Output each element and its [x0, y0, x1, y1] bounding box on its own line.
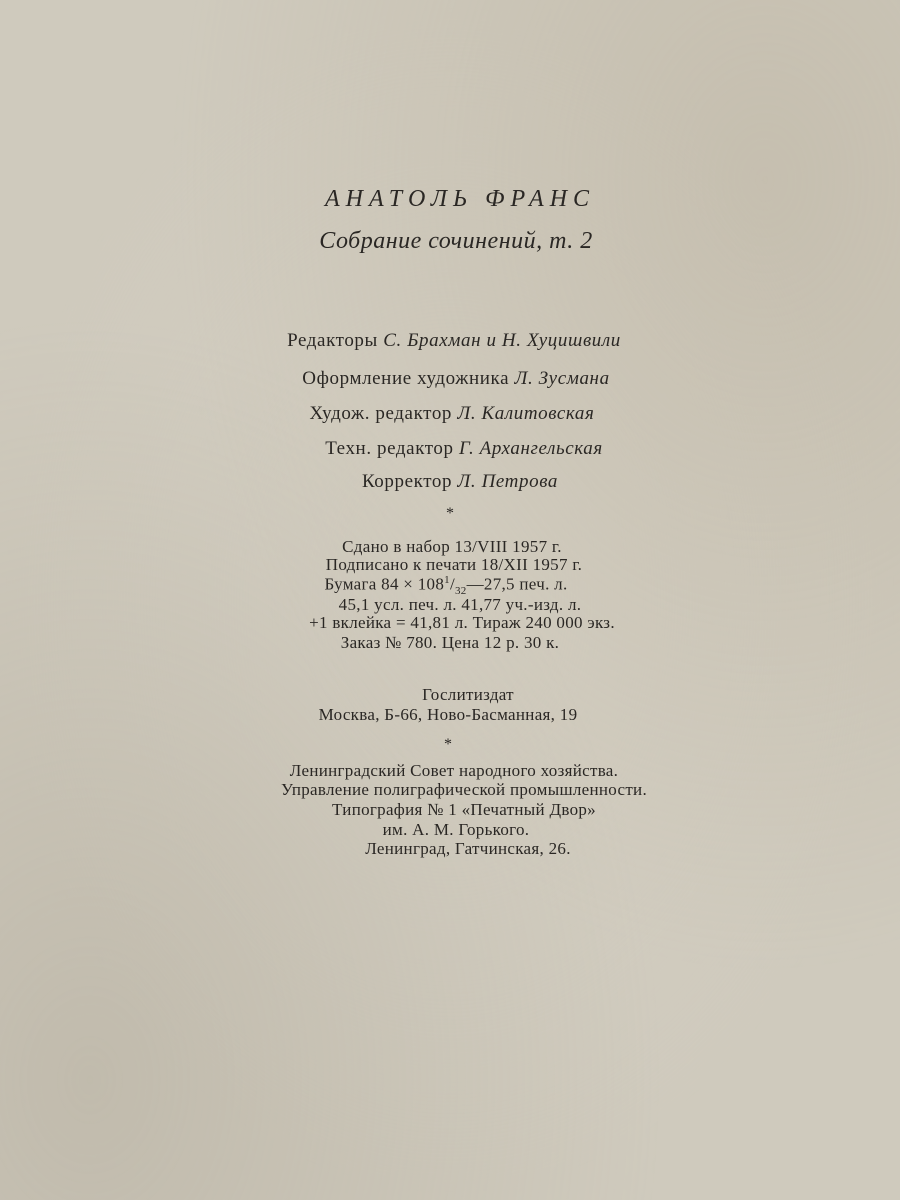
credit-role: Худож. редактор	[309, 403, 453, 424]
credit-tech-editor	[14, 438, 900, 460]
paper-format-suffix: —27,5 печ. л.	[466, 574, 568, 594]
separator-star: *	[446, 505, 454, 522]
print-run: +1 вклейка = 41,81 л. Тираж 240 000 экз.	[309, 613, 615, 632]
author-name: АНАТОЛЬ ФРАНС	[324, 186, 596, 212]
paper-format-numerator: 1	[444, 574, 450, 586]
paper-format: Бумага $84 \times 108^1/_{32}—27,5$ печ. л.	[324, 574, 568, 598]
credit-person: С. Брахман и Н. Хуцишвили	[383, 330, 621, 351]
printer-department: Управление полиграфической промышленности.	[280, 780, 647, 799]
credit-role: Оформление художника	[302, 368, 510, 389]
publisher-name: Гослитиздат	[422, 685, 514, 704]
printer-address: Ленинград, Гатчинская, 26.	[365, 839, 571, 858]
credit-role: Редакторы	[287, 330, 378, 351]
credit-person: Л. Зусмана	[514, 368, 610, 389]
credit-editors	[4, 330, 900, 352]
order-and-price: Заказ № 780. Цена 12 р. 30 к.	[340, 633, 560, 652]
printer-named-after: им. А. М. Горького.	[382, 820, 530, 839]
credit-person: Л. Калитовская	[457, 403, 595, 424]
printer-name: Типография № 1 «Печатный Двор»	[332, 800, 596, 819]
publisher-address: Москва, Б-66, Ново-Басманная, 19	[318, 705, 578, 724]
separator-star: *	[444, 736, 452, 753]
paper-format-denominator: 32	[455, 585, 467, 598]
signed-to-print-date: Подписано к печати 18/XII 1957 г.	[325, 555, 583, 574]
credit-role: Корректор	[361, 471, 453, 492]
credit-proofreader	[10, 471, 900, 493]
book-title: Собрание сочинений, т. 2	[319, 228, 593, 254]
credit-art-editor	[2, 403, 900, 425]
printer-council: Ленинградский Совет народного хозяйства.	[289, 761, 619, 780]
credit-role: Техн. редактор	[325, 438, 454, 459]
credit-designer	[6, 368, 900, 390]
paper-format-prefix: Бумага 84 × 108	[324, 574, 445, 594]
sheet-counts: 45,1 усл. печ. л. 41,77 уч.-изд. л.	[338, 595, 582, 614]
credit-person: Г. Архангельская	[459, 438, 603, 459]
credit-person: Л. Петрова	[457, 471, 559, 492]
typeset-date: Сдано в набор 13/VIII 1957 г.	[342, 537, 562, 556]
